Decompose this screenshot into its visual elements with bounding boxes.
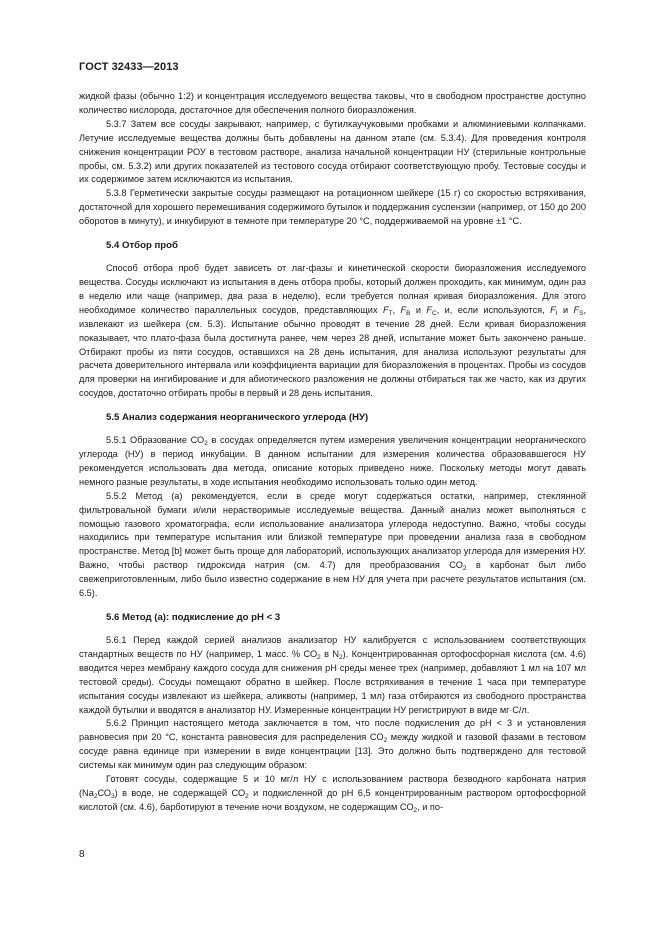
section-heading-5-5: 5.5 Анализ содержания неорганического углерода (НУ): [106, 412, 369, 424]
paragraph-preparation: Готовят сосуды, содержащие 5 и 10 мг/л НУ с использованием раствора безводного карбоната натрия $(Na_2СО_3)$ в воде, не содержащей $СО_2$ и подкисленной до рН 6,5 концентрированным раствором ортофосфорной кислотой (см. 4.6), барботируют в течение ночи воздухом, не содержащим $СО_2$, и по-: [79, 774, 586, 814]
paragraph-5-4: Способ отбора проб будет зависеть от лаг-фазы и кинетической скорости биоразложения исследуемого вещества. Сосуды исключают из испытания в день отбора пробы, который должен проходить, как минимум, один раз в неделю или чаще (например, два раза в неделю), если требуется полная кривая биоразложения. Для этого необходимое количество параллельных сосудов, представляющих $F_T$, $F_B$ и $F_C$, и, если используются, $F_I$ и $F_S$, извлекают из шейкера (см. 5.3). Испытание обычно проводят в течение 28 дней. Если кривая биоразложения показывает, что плато-фаза была достигнута ранее, чем через 28 дней, испытание может быть закончено раньше. Отбирают пробы из пяти сосудов, оставшихся на 28 день испытания, для анализа используют результаты для расчета доверительного интервала или коэффициента вариации для биоразложения в процентах. Пробы из сосудов для проверки на ингибирование и для абиотического разложения не должны отбираться так же часто, как из других сосудов, достаточно отбирать пробы в первый и 28 день испытания.: [79, 263, 586, 399]
page-body: [79, 90, 586, 815]
section-heading-5-6: 5.6 Метод (а): подкисление до рН < 3: [106, 612, 281, 623]
paragraph-5-5-1: 5.5.1 Образование $СО_2$ в сосудах определяется путем измерения увеличения концентрации неорганического углерода (НУ) в период инкубации. В данном испытании для измерения количества образовавшегося НУ рекомендуется использовать два метода, описание которых приведено ниже. Поскольку методы могут давать немного разные результаты, в ходе испытания необходимо использовать только один метод.: [79, 435, 586, 487]
paragraph-5-6-2: 5.6.2 Принцип настоящего метода заключается в том, что после подкисления до рН < 3 и установления равновесия при 20 °С, константа равновесия для распределения $СО_2$ между жидкой и газовой фазами в тестовом сосуде равна единице при измерении в виде концентрации [13]. Это должно быть подтверждено для тестовой системы как минимум один раз следующим образом:: [79, 718, 586, 771]
paragraph-5-5-2: 5.5.2 Метод (а) рекомендуется, если в среде могут содержаться остатки, например, стеклянной фильтровальной бумаги и/или нерастворимые исследуемые вещества. Данный анализ может выполняться с помощью газового хроматографа, если использование анализатора углерода недоступно. Важно, чтобы сосуды находились при температуре испытания или близкой температуре при проведении анализа газа в свободном пространстве. Метод [b] может быть проще для лабораторий, использующих анализатор углерода для измерения НУ. Важно, чтобы раствор гидроксида натрия (см. 4.7) для преобразования $СО_2$ в карбонат был либо свежеприготовленным, либо было известно содержание в нем НУ для учета при расчете результатов испытания (см. 6.5).: [79, 490, 586, 599]
paragraph-5-3-8: 5.3.8 Герметически закрытые сосуды размещают на ротационном шейкере (15 г) со скоростью встряхивания, достаточной для хорошего перемешивания содержимого бутылок и поддержания суспензии (например, от 150 до 200 оборотов в минуту), и инкубируют в темноте при температуре 20 °С, поддерживаемой на уровне ±1 °С.: [79, 188, 586, 227]
paragraph-5-3-7: 5.3.7 Затем все сосуды закрывают, например, с бутилкаучуковыми пробками и алюминиевыми колпачками. Летучие исследуемые вещества должны быть добавлены на данном этапе (см. 5.3.4). Для проведения контроля снижения концентрации РОУ в тестовом растворе, анализа начальной концентрации НУ (стерильные контрольные пробы, см. 5.3.2) или других показателей из тестового сосуда отбирают соответствующую пробу. Тестовые сосуды и их содержимое затем исключаются из испытания.: [79, 118, 586, 185]
section-heading-5-4: 5.4 Отбор проб: [106, 240, 178, 252]
paragraph-continued: жидкой фазы (обычно 1:2) и концентрация исследуемого вещества таковы, что в свободном пространстве доступно количество кислорода, достаточное для обеспечения полного биоразложения.: [79, 91, 586, 115]
paragraph-5-6-1: 5.6.1 Перед каждой серией анализов анализатор НУ калибруется с использованием соответствующих стандартных веществ по НУ (например, 1 масс. % $СО_2$ в $N_2$). Концентрированная ортофосфорная кислота (см. 4.6) вводится через мембрану каждого сосуда для снижения рН среды менее трех (например, добавляют 1 мл на 107 мл тестовой среды). Сосуды помещают обратно в шейкер. После встряхивания в течение 1 часа при температуре испытания сосуды извлекают из шейкера, аликвоты (например, 1 мл) газа отбираются из свободного пространства каждой бутылки и вводятся в анализатор НУ. Измеренные концентрации НУ регистрируют в виде мг·С/л.: [79, 635, 586, 715]
document-header: ГОСТ 32433—2013: [79, 61, 179, 73]
page-number: 8: [79, 849, 85, 860]
